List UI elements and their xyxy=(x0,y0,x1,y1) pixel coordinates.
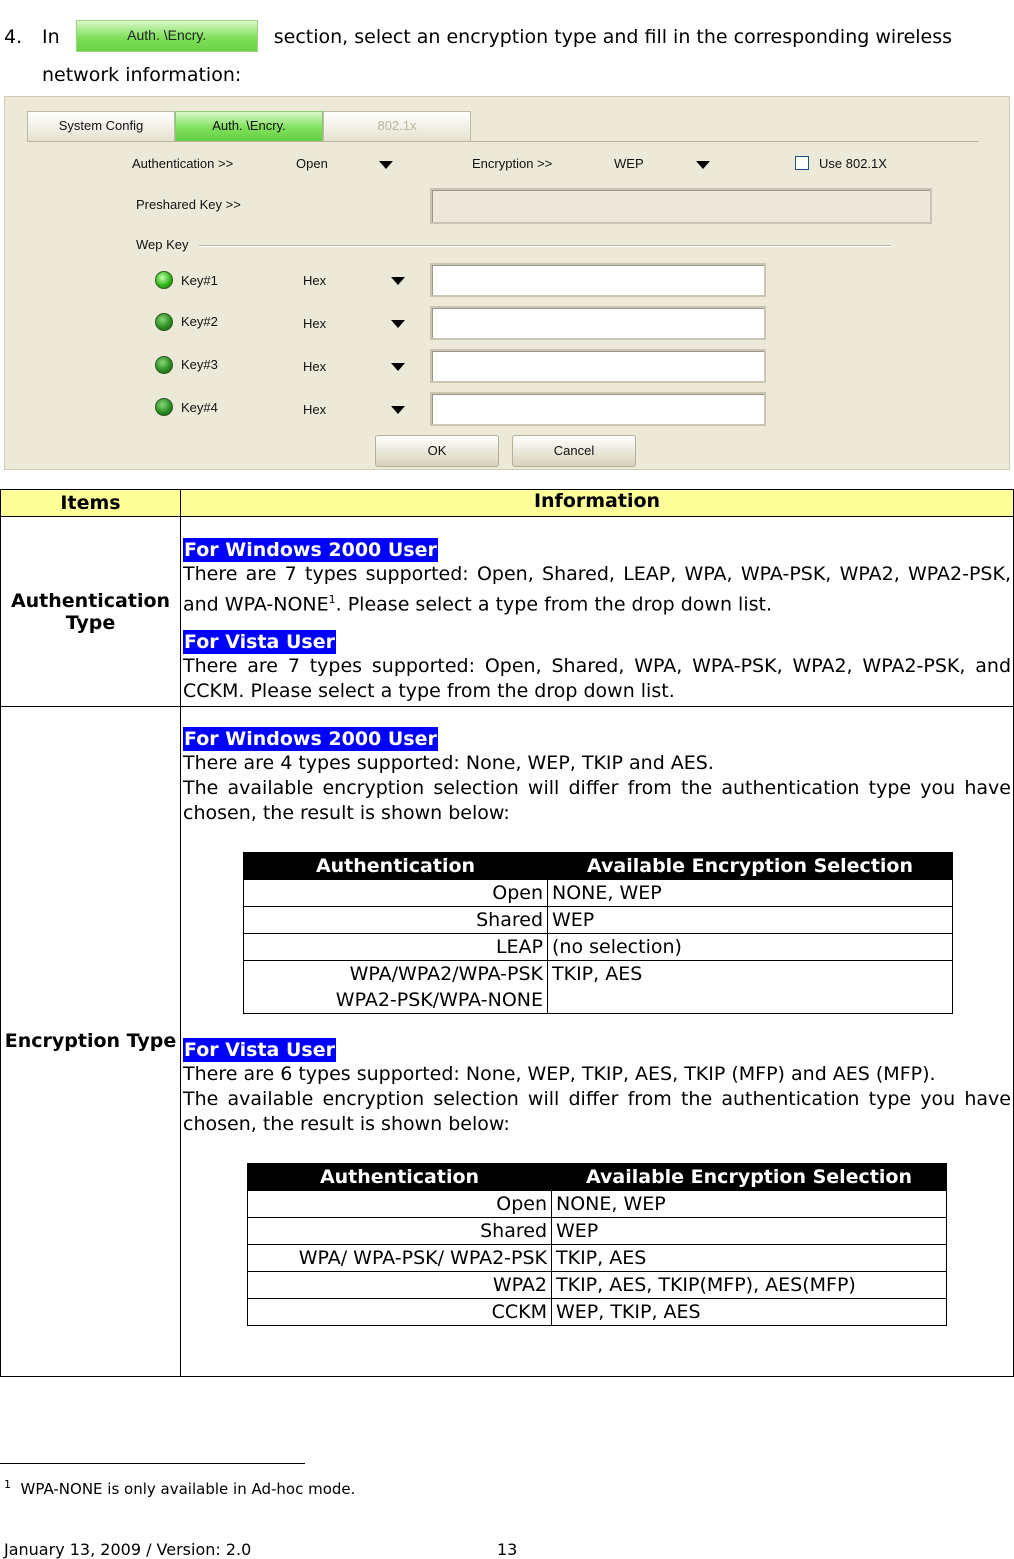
table-row: Shared WEP xyxy=(248,1218,947,1245)
preshared-key-label: Preshared Key >> xyxy=(136,197,241,212)
information-header: Information xyxy=(181,490,1014,517)
tab-system-config[interactable]: System Config xyxy=(27,111,175,141)
table-row xyxy=(1,517,1014,707)
encryption-select[interactable]: WEP xyxy=(614,156,644,171)
chevron-down-icon[interactable] xyxy=(391,277,405,285)
key1-input[interactable] xyxy=(430,263,766,297)
use-8021x-label: Use 802.1X xyxy=(819,156,887,171)
table-row: WPA2 TKIP, AES, TKIP(MFP), AES(MFP) xyxy=(248,1272,947,1299)
wep-key-divider xyxy=(199,245,891,247)
paragraph: The available encryption selection will differ from the authentication type you have chosen, the result is shown below: xyxy=(183,777,1011,825)
section-title: For Vista User xyxy=(184,631,335,654)
intro-before: In xyxy=(42,26,60,48)
preshared-key-input[interactable] xyxy=(430,188,932,224)
vista-encryption-table xyxy=(247,1163,947,1326)
encryption-label: Encryption >> xyxy=(472,156,553,171)
sub-header: Authentication xyxy=(248,1164,552,1191)
step-number: 4. xyxy=(4,26,23,48)
key4-input[interactable] xyxy=(430,392,766,426)
table-row: WPA/ WPA-PSK/ WPA2-PSK TKIP, AES xyxy=(248,1245,947,1272)
chevron-down-icon[interactable] xyxy=(379,161,393,169)
ok-button[interactable]: OK xyxy=(375,435,499,467)
table-row: LEAP (no selection) xyxy=(244,934,953,961)
chevron-down-icon[interactable] xyxy=(391,320,405,328)
paragraph: There are 7 types supported: Open, Shared, LEAP, WPA, WPA-PSK, WPA2, WPA2-PSK, and WPA-NONE$^1$. Please select a type from the drop down list. xyxy=(183,563,1011,616)
key1-label: Key#1 xyxy=(181,273,218,288)
page-number: 13 xyxy=(497,1540,518,1559)
key2-label: Key#2 xyxy=(181,314,218,329)
auth-type-item: Authentication Type xyxy=(1,517,181,707)
chevron-down-icon[interactable] xyxy=(391,363,405,371)
paragraph: There are 7 types supported: Open, Shared, WPA, WPA-PSK, WPA2, WPA2-PSK, and CCKM. Please select a type from the drop down list. xyxy=(183,655,1011,703)
paragraph: There are 6 types supported: None, WEP, TKIP, AES, TKIP (MFP) and AES (MFP). xyxy=(183,1063,936,1086)
use-8021x-checkbox[interactable] xyxy=(795,156,809,170)
table-row: CCKM WEP, TKIP, AES xyxy=(248,1299,947,1326)
info-table xyxy=(0,489,1014,1377)
sub-header: Available Encryption Selection xyxy=(552,1164,947,1191)
footnote: $^1$ WPA-NONE is only available in Ad-hoc mode. xyxy=(4,1478,356,1498)
section-title: For Windows 2000 User xyxy=(184,728,437,751)
key2-format-select[interactable]: Hex xyxy=(303,316,327,331)
enc-type-item: Encryption Type xyxy=(1,707,181,1377)
wep-key-label: Wep Key xyxy=(136,237,189,252)
key3-format-select[interactable]: Hex xyxy=(303,359,327,374)
sub-header: Authentication xyxy=(244,853,548,880)
table-row: Shared WEP xyxy=(244,907,953,934)
key4-format-select[interactable]: Hex xyxy=(303,402,327,417)
tab-8021x[interactable]: 802.1x xyxy=(323,111,471,141)
table-row: WPA/WPA2/WPA-PSK WPA2-PSK/WPA-NONE TKIP, AES xyxy=(244,961,953,1014)
paragraph: There are 4 types supported: None, WEP, TKIP and AES. xyxy=(183,752,714,775)
chevron-down-icon[interactable] xyxy=(696,161,710,169)
key3-input[interactable] xyxy=(430,349,766,383)
intro-line2: network information: xyxy=(42,64,242,86)
auth-encry-screenshot xyxy=(4,96,1010,470)
table-row: Open NONE, WEP xyxy=(244,880,953,907)
key2-input[interactable] xyxy=(430,306,766,340)
inline-auth-tab-image: Auth. \Encry. xyxy=(76,20,258,52)
intro-after: section, select an encryption type and fill in the corresponding wireless xyxy=(273,26,953,48)
key4-radio[interactable] xyxy=(155,398,173,416)
key1-radio[interactable] xyxy=(155,271,173,289)
key3-label: Key#3 xyxy=(181,357,218,372)
key3-radio[interactable] xyxy=(155,356,173,374)
page-footer xyxy=(4,1540,518,1559)
footnote-divider xyxy=(0,1463,305,1464)
tab-bar xyxy=(27,111,979,142)
items-header: Items xyxy=(1,490,181,517)
footer-date: January 13, 2009 / Version: 2.0 xyxy=(4,1540,252,1559)
tab-auth-encry[interactable]: Auth. \Encry. xyxy=(175,111,323,141)
authentication-label: Authentication >> xyxy=(132,156,234,171)
table-row xyxy=(1,707,1014,1377)
section-title: For Vista User xyxy=(184,1039,335,1062)
key4-label: Key#4 xyxy=(181,400,218,415)
section-title: For Windows 2000 User xyxy=(184,539,437,561)
key1-format-select[interactable]: Hex xyxy=(303,273,327,288)
sub-header: Available Encryption Selection xyxy=(548,853,953,880)
cancel-button[interactable]: Cancel xyxy=(512,435,636,467)
table-row: Open NONE, WEP xyxy=(248,1191,947,1218)
key2-radio[interactable] xyxy=(155,313,173,331)
chevron-down-icon[interactable] xyxy=(391,406,405,414)
win-encryption-table xyxy=(243,852,953,1014)
authentication-select[interactable]: Open xyxy=(296,156,328,171)
step-intro xyxy=(4,18,1010,94)
paragraph: The available encryption selection will differ from the authentication type you have chosen, the result is shown below: xyxy=(183,1088,1011,1136)
